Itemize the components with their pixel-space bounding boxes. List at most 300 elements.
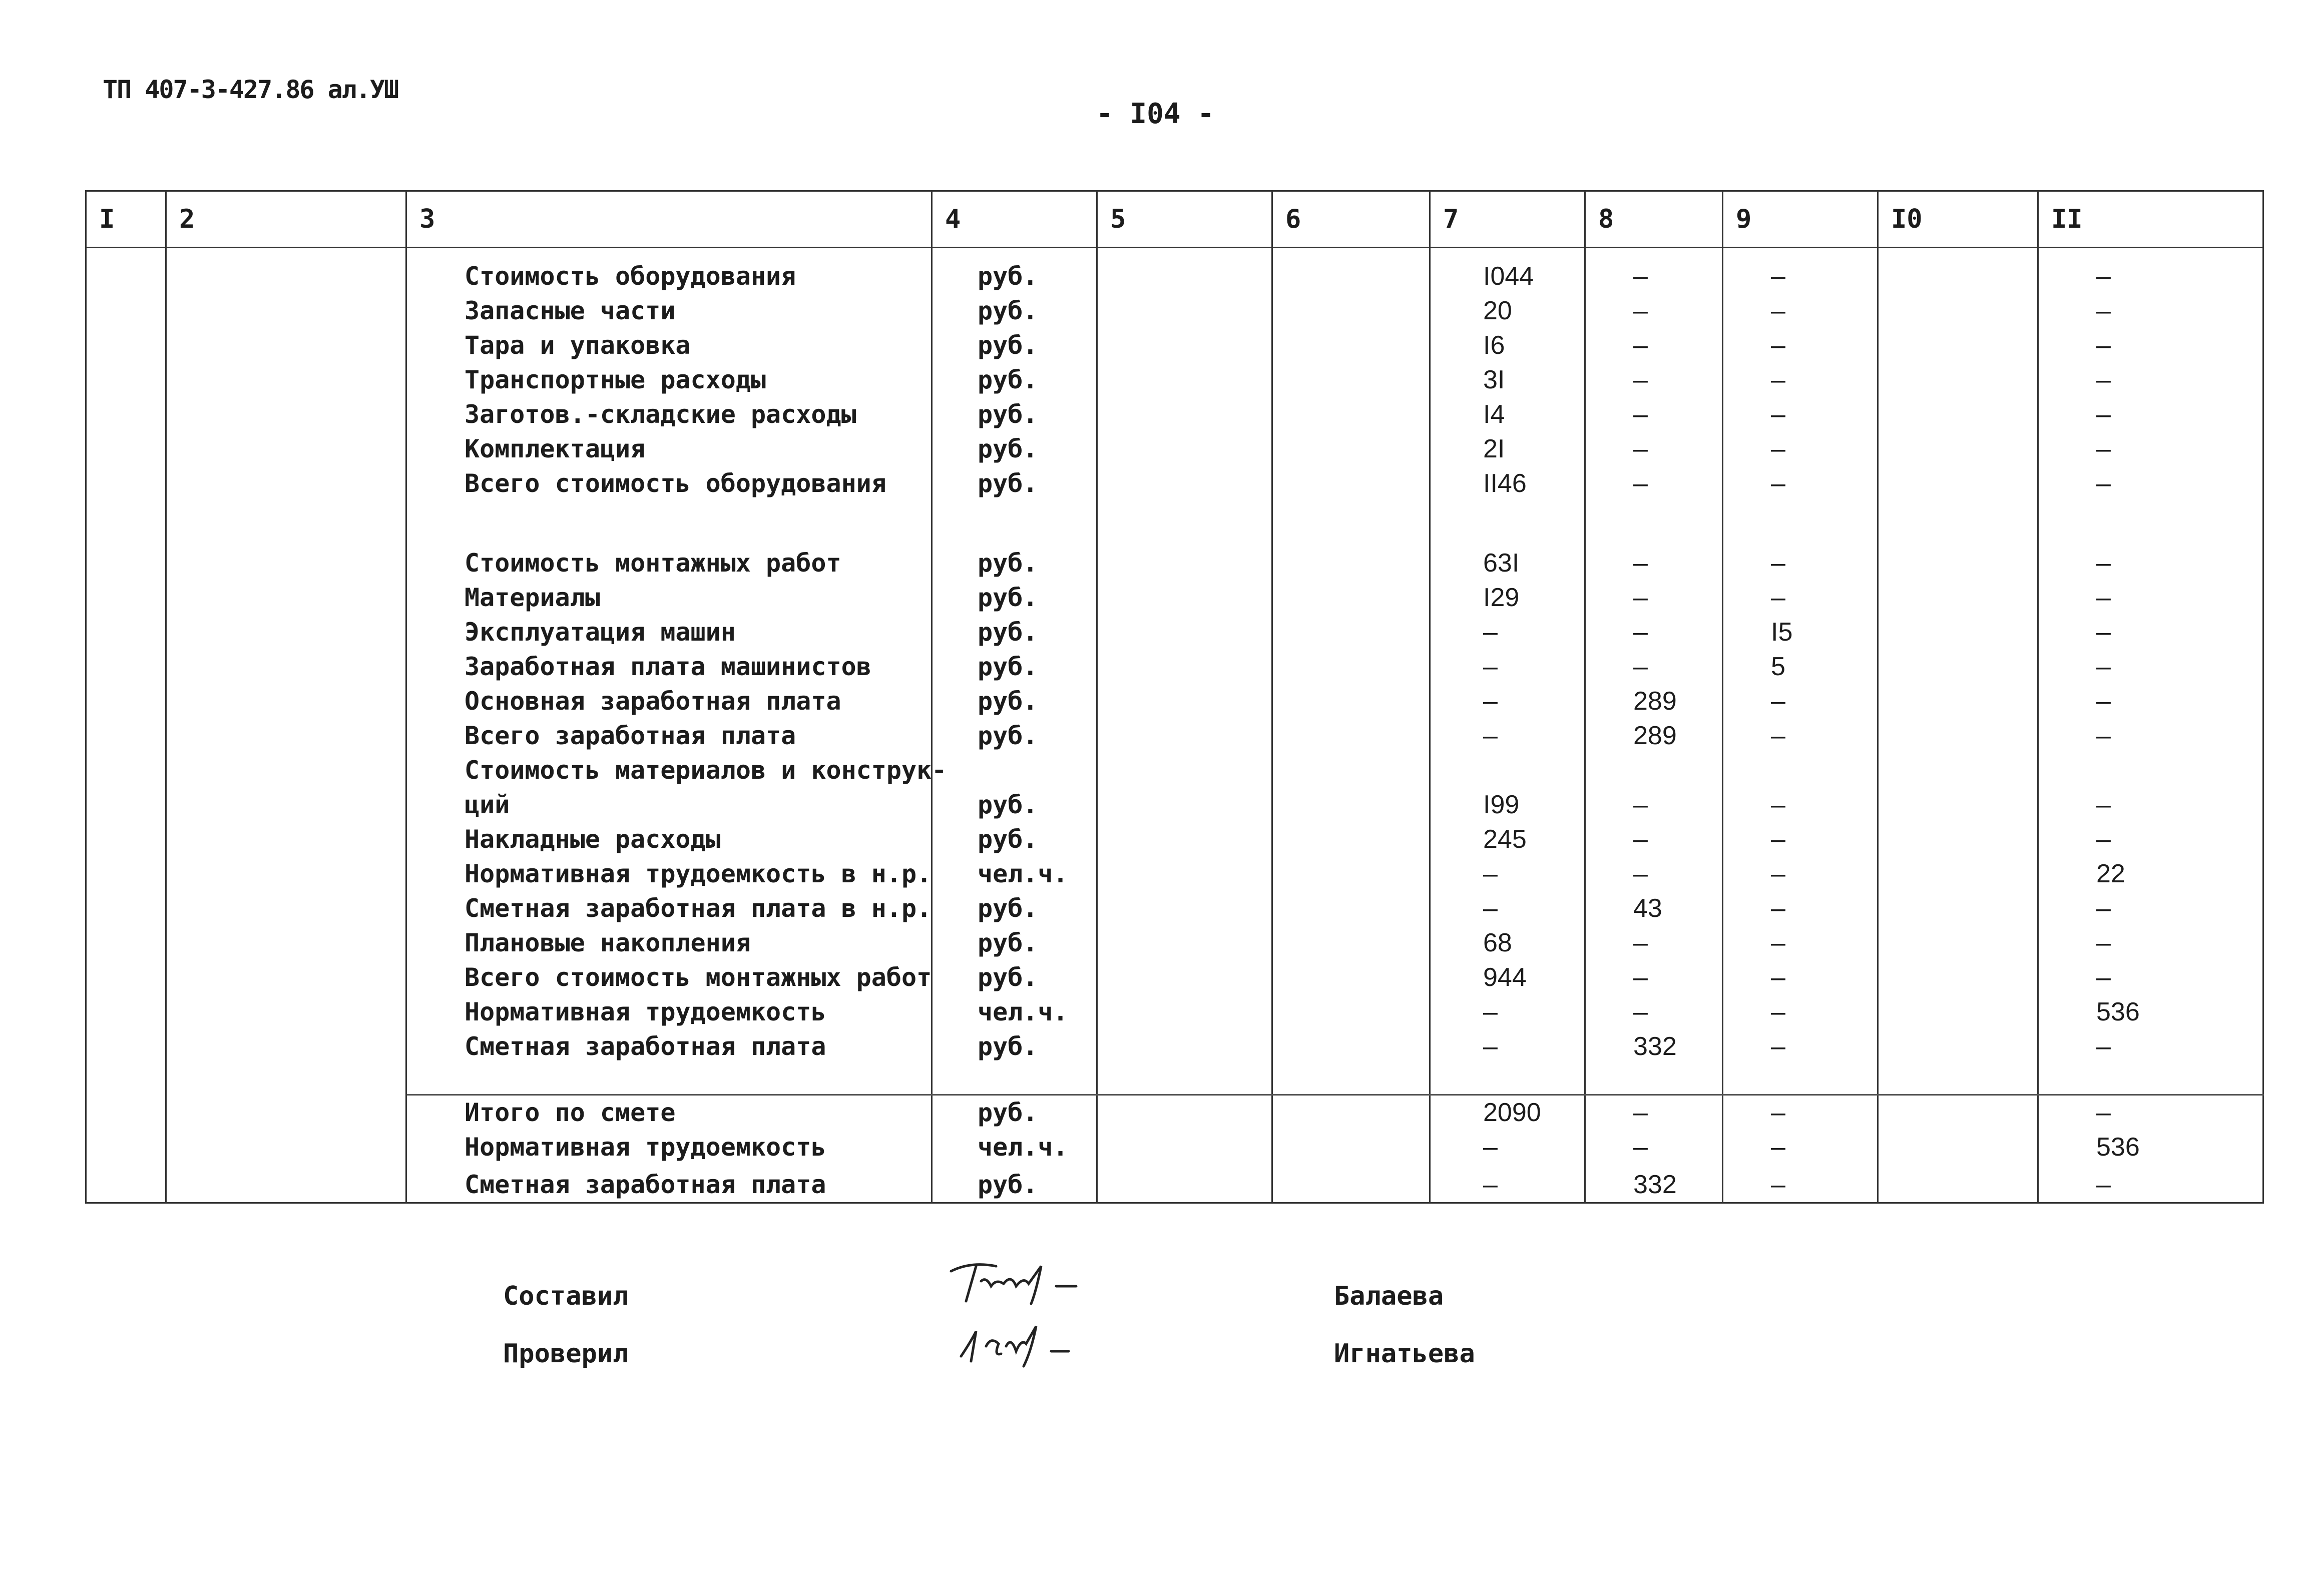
document-code: ТП 407-3-427.86 ал.УШ [103, 75, 398, 104]
empty-cell [1878, 1095, 2038, 1131]
empty-cell [1878, 466, 2038, 501]
empty-cell [1878, 857, 2038, 891]
empty-cell [1878, 432, 2038, 466]
empty-cell [1878, 788, 2038, 822]
table-row [86, 1165, 2263, 1203]
table-cell: – [2038, 432, 2263, 466]
empty-cell [1272, 581, 1430, 615]
empty-cell [1272, 650, 1430, 684]
empty-cell [1097, 719, 1272, 753]
table-cell: Стоимость оборудования [406, 259, 932, 294]
empty-cell [1097, 857, 1272, 891]
empty-cell [86, 432, 166, 466]
table-cell: 944 [1430, 960, 1585, 995]
table-cell: Сметная заработная плата [406, 1029, 932, 1064]
empty-cell [1272, 995, 1430, 1029]
signature-compiled [941, 1251, 1111, 1311]
table-cell: – [2038, 1029, 2263, 1064]
table-cell: руб. [932, 294, 1097, 328]
empty-cell [86, 259, 166, 294]
table-cell: 43 [1585, 891, 1723, 926]
empty-cell [1878, 581, 2038, 615]
table-cell: – [1723, 294, 1878, 328]
table-cell: – [1585, 788, 1723, 822]
table-cell: руб. [932, 1029, 1097, 1064]
table-body [86, 248, 2263, 1203]
table-cell: 20 [1430, 294, 1585, 328]
empty-cell [86, 581, 166, 615]
empty-cell [1097, 822, 1272, 857]
empty-cell [166, 397, 406, 432]
column-header: 4 [932, 191, 1097, 248]
table-cell [932, 753, 1097, 788]
table-cell: – [1723, 546, 1878, 581]
spacer-row [86, 248, 2263, 260]
table-cell: 332 [1585, 1165, 1723, 1203]
table-cell: – [1430, 995, 1585, 1029]
table-cell: – [1585, 546, 1723, 581]
table-cell: I29 [1430, 581, 1585, 615]
table-cell: 289 [1585, 719, 1723, 753]
table-cell: руб. [932, 466, 1097, 501]
table-cell: руб. [932, 650, 1097, 684]
empty-cell [1097, 1130, 1272, 1165]
empty-cell [166, 294, 406, 328]
table-cell: – [1723, 857, 1878, 891]
empty-cell [86, 328, 166, 363]
empty-cell [1723, 501, 1878, 546]
empty-cell [166, 1064, 406, 1095]
empty-cell [406, 1064, 932, 1095]
empty-cell [1272, 397, 1430, 432]
column-header: 9 [1723, 191, 1878, 248]
empty-cell [1272, 891, 1430, 926]
empty-cell [86, 960, 166, 995]
table-cell: – [2038, 822, 2263, 857]
empty-cell [1272, 432, 1430, 466]
empty-cell [1097, 615, 1272, 650]
empty-cell [1878, 259, 2038, 294]
table-cell: – [1723, 822, 1878, 857]
empty-cell [1878, 294, 2038, 328]
table-cell: – [2038, 891, 2263, 926]
empty-cell [166, 753, 406, 788]
empty-cell [86, 1029, 166, 1064]
table-cell: – [1723, 432, 1878, 466]
table-row [86, 960, 2263, 995]
table-cell: 63I [1430, 546, 1585, 581]
empty-cell [1097, 960, 1272, 995]
empty-cell [86, 684, 166, 719]
table-cell: чел.ч. [932, 857, 1097, 891]
table-row [86, 753, 2263, 788]
empty-cell [1272, 788, 1430, 822]
table-cell [2038, 753, 2263, 788]
column-header: 3 [406, 191, 932, 248]
table-cell: руб. [932, 926, 1097, 960]
empty-cell [1878, 1064, 2038, 1095]
table-cell: Плановые накопления [406, 926, 932, 960]
table-cell: чел.ч. [932, 1130, 1097, 1165]
table-row [86, 1029, 2263, 1064]
empty-cell [166, 891, 406, 926]
table-row [86, 546, 2263, 581]
empty-cell [1878, 501, 2038, 546]
table-cell: Заготов.-складские расходы [406, 397, 932, 432]
table-cell: – [1430, 684, 1585, 719]
empty-cell [166, 546, 406, 581]
empty-cell [166, 1165, 406, 1203]
column-header: II [2038, 191, 2263, 248]
table-cell: – [1585, 1130, 1723, 1165]
table-cell: руб. [932, 719, 1097, 753]
table-cell: – [1723, 926, 1878, 960]
table-row [86, 432, 2263, 466]
empty-cell [1097, 501, 1272, 546]
table-cell: Основная заработная плата [406, 684, 932, 719]
table-cell: руб. [932, 822, 1097, 857]
table-cell: – [2038, 581, 2263, 615]
table-cell: руб. [932, 397, 1097, 432]
table-cell: I99 [1430, 788, 1585, 822]
table-cell: – [1585, 857, 1723, 891]
table-cell: Нормативная трудоемкость [406, 995, 932, 1029]
table-cell: 22 [2038, 857, 2263, 891]
column-header: 7 [1430, 191, 1585, 248]
empty-cell [166, 432, 406, 466]
table-cell: – [1585, 581, 1723, 615]
empty-cell [1272, 294, 1430, 328]
table-cell: – [1585, 432, 1723, 466]
table-cell: – [1585, 1095, 1723, 1131]
table-cell: – [1585, 466, 1723, 501]
empty-cell [1272, 328, 1430, 363]
table-cell: – [1723, 466, 1878, 501]
table-cell: Тара и упаковка [406, 328, 932, 363]
table-cell: Сметная заработная плата [406, 1165, 932, 1203]
empty-cell [166, 259, 406, 294]
table-cell: руб. [932, 328, 1097, 363]
empty-cell [1272, 1064, 1430, 1095]
empty-cell [1097, 1064, 1272, 1095]
table-cell: – [2038, 1095, 2263, 1131]
table-cell [1723, 753, 1878, 788]
table-cell: Нормативная трудоемкость [406, 1130, 932, 1165]
table-cell: руб. [932, 960, 1097, 995]
empty-cell [86, 753, 166, 788]
table-cell: 536 [2038, 995, 2263, 1029]
column-header: 6 [1272, 191, 1430, 248]
empty-cell [1272, 466, 1430, 501]
column-header: 2 [166, 191, 406, 248]
empty-cell [1097, 581, 1272, 615]
table-cell: – [1723, 788, 1878, 822]
column-header: I [86, 191, 166, 248]
empty-cell [1878, 719, 2038, 753]
table-cell: Нормативная трудоемкость в н.р. [406, 857, 932, 891]
table-cell: 3I [1430, 363, 1585, 397]
table-cell: – [1430, 1165, 1585, 1203]
empty-cell [86, 995, 166, 1029]
table-cell: Запасные части [406, 294, 932, 328]
table-cell: Итого по смете [406, 1095, 932, 1131]
empty-cell [1097, 259, 1272, 294]
empty-cell [166, 363, 406, 397]
table-cell: – [2038, 546, 2263, 581]
empty-cell [1097, 1029, 1272, 1064]
table-cell: Заработная плата машинистов [406, 650, 932, 684]
empty-cell [1878, 397, 2038, 432]
table-cell: – [2038, 926, 2263, 960]
empty-cell [1272, 753, 1430, 788]
table-cell: руб. [932, 432, 1097, 466]
table-cell: руб. [932, 615, 1097, 650]
empty-cell [1878, 546, 2038, 581]
empty-cell [86, 466, 166, 501]
table-row [86, 857, 2263, 891]
empty-cell [166, 684, 406, 719]
empty-cell [1878, 1029, 2038, 1064]
empty-cell [1878, 684, 2038, 719]
table-cell: – [2038, 328, 2263, 363]
empty-cell [1878, 1130, 2038, 1165]
empty-cell [1272, 501, 1430, 546]
table-cell: – [2038, 788, 2263, 822]
empty-cell [1097, 294, 1272, 328]
table-row [86, 581, 2263, 615]
table-cell: II46 [1430, 466, 1585, 501]
empty-cell [86, 926, 166, 960]
table-cell: – [1585, 650, 1723, 684]
table-cell: – [1723, 1165, 1878, 1203]
table-row [86, 926, 2263, 960]
table-cell: – [1585, 363, 1723, 397]
empty-cell [2038, 1064, 2263, 1095]
table-row [86, 650, 2263, 684]
spacer-row [86, 501, 2263, 546]
table-cell: 2I [1430, 432, 1585, 466]
empty-cell [1878, 960, 2038, 995]
empty-cell [166, 1029, 406, 1064]
table-cell: – [1430, 615, 1585, 650]
empty-cell [406, 501, 932, 546]
table-cell: – [1585, 615, 1723, 650]
table-cell: – [2038, 719, 2263, 753]
table-cell: Накладные расходы [406, 822, 932, 857]
table-cell: – [1585, 960, 1723, 995]
table-row [86, 363, 2263, 397]
empty-cell [86, 294, 166, 328]
empty-cell [1272, 822, 1430, 857]
table-cell: чел.ч. [932, 995, 1097, 1029]
empty-cell [1097, 788, 1272, 822]
table-cell: Всего стоимость монтажных работ [406, 960, 932, 995]
table-cell: – [1585, 259, 1723, 294]
empty-cell [1878, 1165, 2038, 1203]
table-cell: – [2038, 466, 2263, 501]
table-cell: – [1585, 995, 1723, 1029]
table-cell: – [1430, 1130, 1585, 1165]
empty-cell [86, 891, 166, 926]
table-cell: – [2038, 960, 2263, 995]
table-cell: руб. [932, 891, 1097, 926]
table-row [86, 397, 2263, 432]
empty-cell [166, 501, 406, 546]
empty-cell [86, 1165, 166, 1203]
table-cell: Стоимость монтажных работ [406, 546, 932, 581]
table-cell: – [1723, 1095, 1878, 1131]
empty-cell [1585, 1064, 1723, 1095]
table-row [86, 719, 2263, 753]
empty-cell [1272, 719, 1430, 753]
table-cell: руб. [932, 546, 1097, 581]
empty-cell [166, 615, 406, 650]
table-cell: Эксплуатация машин [406, 615, 932, 650]
empty-cell [1097, 926, 1272, 960]
empty-cell [1430, 1064, 1585, 1095]
table-row [86, 1095, 2263, 1131]
checked-by-label: Проверил [503, 1339, 629, 1369]
empty-cell [1097, 1095, 1272, 1131]
empty-cell [1878, 650, 2038, 684]
table-cell: – [1723, 1130, 1878, 1165]
table-cell: – [1430, 719, 1585, 753]
empty-cell [86, 363, 166, 397]
empty-cell [1878, 753, 2038, 788]
table-cell: – [1723, 581, 1878, 615]
table-cell: Всего стоимость оборудования [406, 466, 932, 501]
empty-cell [166, 1095, 406, 1131]
table-row [86, 294, 2263, 328]
table-cell: I044 [1430, 259, 1585, 294]
empty-cell [1272, 857, 1430, 891]
table-cell: 536 [2038, 1130, 2263, 1165]
table-cell: – [1723, 397, 1878, 432]
table-cell: 245 [1430, 822, 1585, 857]
table-row [86, 788, 2263, 822]
empty-cell [86, 1064, 166, 1095]
checked-by-name: Игнатьева [1334, 1339, 1475, 1369]
empty-cell [166, 788, 406, 822]
empty-cell [1097, 432, 1272, 466]
table-row [86, 684, 2263, 719]
empty-cell [1272, 960, 1430, 995]
table-cell: Материалы [406, 581, 932, 615]
empty-cell [86, 501, 166, 546]
empty-cell [166, 995, 406, 1029]
table-cell: 289 [1585, 684, 1723, 719]
empty-cell [1272, 363, 1430, 397]
table-cell: – [1585, 822, 1723, 857]
table-cell: 68 [1430, 926, 1585, 960]
table-row [86, 259, 2263, 294]
empty-cell [1097, 397, 1272, 432]
column-header: I0 [1878, 191, 2038, 248]
table-cell: – [1723, 891, 1878, 926]
table-cell: руб. [932, 684, 1097, 719]
table-cell: – [1430, 891, 1585, 926]
column-header: 8 [1585, 191, 1723, 248]
empty-cell [1097, 363, 1272, 397]
empty-cell [166, 466, 406, 501]
table-cell: – [1723, 684, 1878, 719]
empty-cell [1272, 546, 1430, 581]
empty-cell [166, 857, 406, 891]
estimate-table [85, 190, 2264, 1204]
table-cell: ций [406, 788, 932, 822]
table-cell: руб. [932, 1165, 1097, 1203]
table-cell: руб. [932, 1095, 1097, 1131]
empty-cell [86, 822, 166, 857]
empty-cell [1723, 1064, 1878, 1095]
empty-cell [1878, 995, 2038, 1029]
empty-cell [932, 1064, 1097, 1095]
table-cell: – [2038, 259, 2263, 294]
empty-cell [86, 1095, 166, 1131]
empty-cell [1097, 995, 1272, 1029]
empty-cell [1097, 466, 1272, 501]
column-header: 5 [1097, 191, 1272, 248]
empty-cell [1272, 615, 1430, 650]
empty-cell [166, 581, 406, 615]
empty-cell [166, 328, 406, 363]
empty-cell [86, 615, 166, 650]
table-row [86, 995, 2263, 1029]
table-cell: Транспортные расходы [406, 363, 932, 397]
empty-cell [166, 1130, 406, 1165]
table-cell: – [1585, 397, 1723, 432]
table-row [86, 822, 2263, 857]
empty-cell [86, 650, 166, 684]
empty-cell [86, 719, 166, 753]
empty-cell [1430, 501, 1585, 546]
empty-cell [166, 719, 406, 753]
table-cell: – [1723, 960, 1878, 995]
table-row [86, 328, 2263, 363]
table-cell: – [1430, 857, 1585, 891]
table-cell: – [1723, 259, 1878, 294]
table-cell: 332 [1585, 1029, 1723, 1064]
table-cell: I6 [1430, 328, 1585, 363]
empty-cell [1097, 1165, 1272, 1203]
empty-cell [86, 1130, 166, 1165]
table-row [86, 466, 2263, 501]
page-number: - I04 - [1096, 98, 1215, 130]
empty-cell [166, 926, 406, 960]
table-cell: I5 [1723, 615, 1878, 650]
signature-checked [951, 1316, 1101, 1371]
empty-cell [1097, 328, 1272, 363]
table-cell: Комплектация [406, 432, 932, 466]
table-cell: – [1430, 650, 1585, 684]
table-cell: I4 [1430, 397, 1585, 432]
empty-cell [86, 546, 166, 581]
table-cell: – [1585, 294, 1723, 328]
compiled-by-label: Составил [503, 1281, 629, 1311]
table-row [86, 891, 2263, 926]
table-row [86, 615, 2263, 650]
empty-cell [1878, 363, 2038, 397]
table-cell: руб. [932, 363, 1097, 397]
table-cell: 2090 [1430, 1095, 1585, 1131]
empty-cell [1878, 926, 2038, 960]
table-cell: – [1585, 328, 1723, 363]
empty-cell [1097, 753, 1272, 788]
empty-cell [1097, 546, 1272, 581]
empty-cell [1097, 891, 1272, 926]
table-cell: – [2038, 294, 2263, 328]
empty-cell [2038, 501, 2263, 546]
